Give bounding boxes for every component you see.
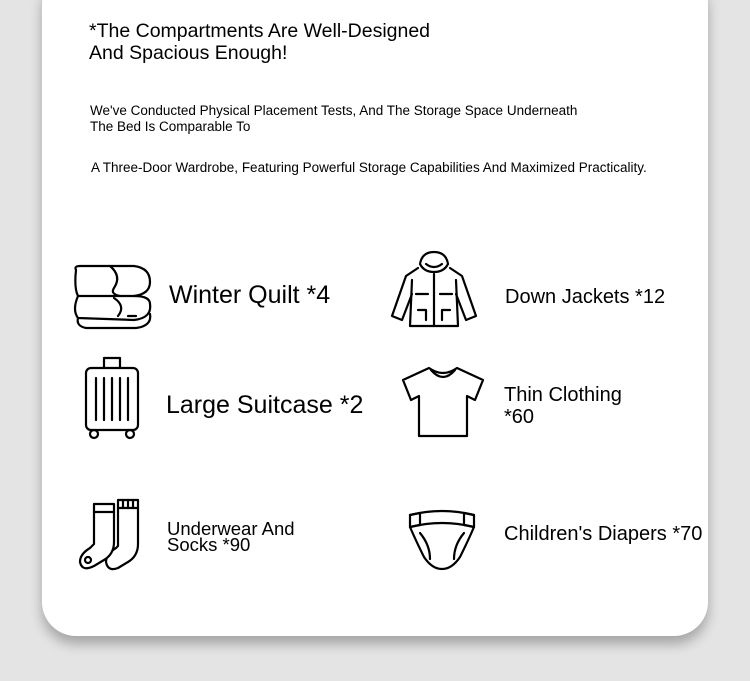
paragraph-1-line-1: We've Conducted Physical Placement Tests, And The Storage Space Underneath	[90, 103, 578, 118]
diaper-icon	[406, 505, 478, 571]
underwear-socks-label-line-2: Socks *90	[167, 534, 251, 555]
description-paragraph-2: A Three-Door Wardrobe, Featuring Powerful Storage Capabilities And Maximized Practicality.	[91, 160, 647, 175]
winter-quilt-label: Winter Quilt *4	[169, 281, 331, 309]
paragraph-1-line-2: The Bed Is Comparable To	[90, 119, 251, 134]
thin-clothing-label-line-1: Thin Clothing	[504, 384, 622, 406]
suitcase-icon	[84, 356, 140, 440]
headline-line-1: *The Compartments Are Well-Designed	[89, 20, 431, 42]
down-jackets-label: Down Jackets *12	[505, 286, 666, 308]
thin-clothing-label	[504, 384, 622, 428]
description-paragraph-1	[90, 103, 630, 135]
thin-clothing-label-line-2: *60	[504, 406, 535, 428]
quilt-icon	[70, 260, 154, 332]
childrens-diapers-label: Children's Diapers *70	[504, 523, 703, 545]
underwear-socks-label-line-1: Underwear And	[167, 518, 295, 539]
headline-line-2: And Spacious Enough!	[89, 42, 288, 64]
down-jacket-icon	[388, 250, 480, 328]
underwear-socks-label	[167, 518, 295, 555]
large-suitcase-label: Large Suitcase *2	[166, 391, 364, 419]
t-shirt-icon	[401, 366, 485, 438]
socks-icon	[78, 498, 142, 572]
section-headline	[89, 20, 489, 64]
